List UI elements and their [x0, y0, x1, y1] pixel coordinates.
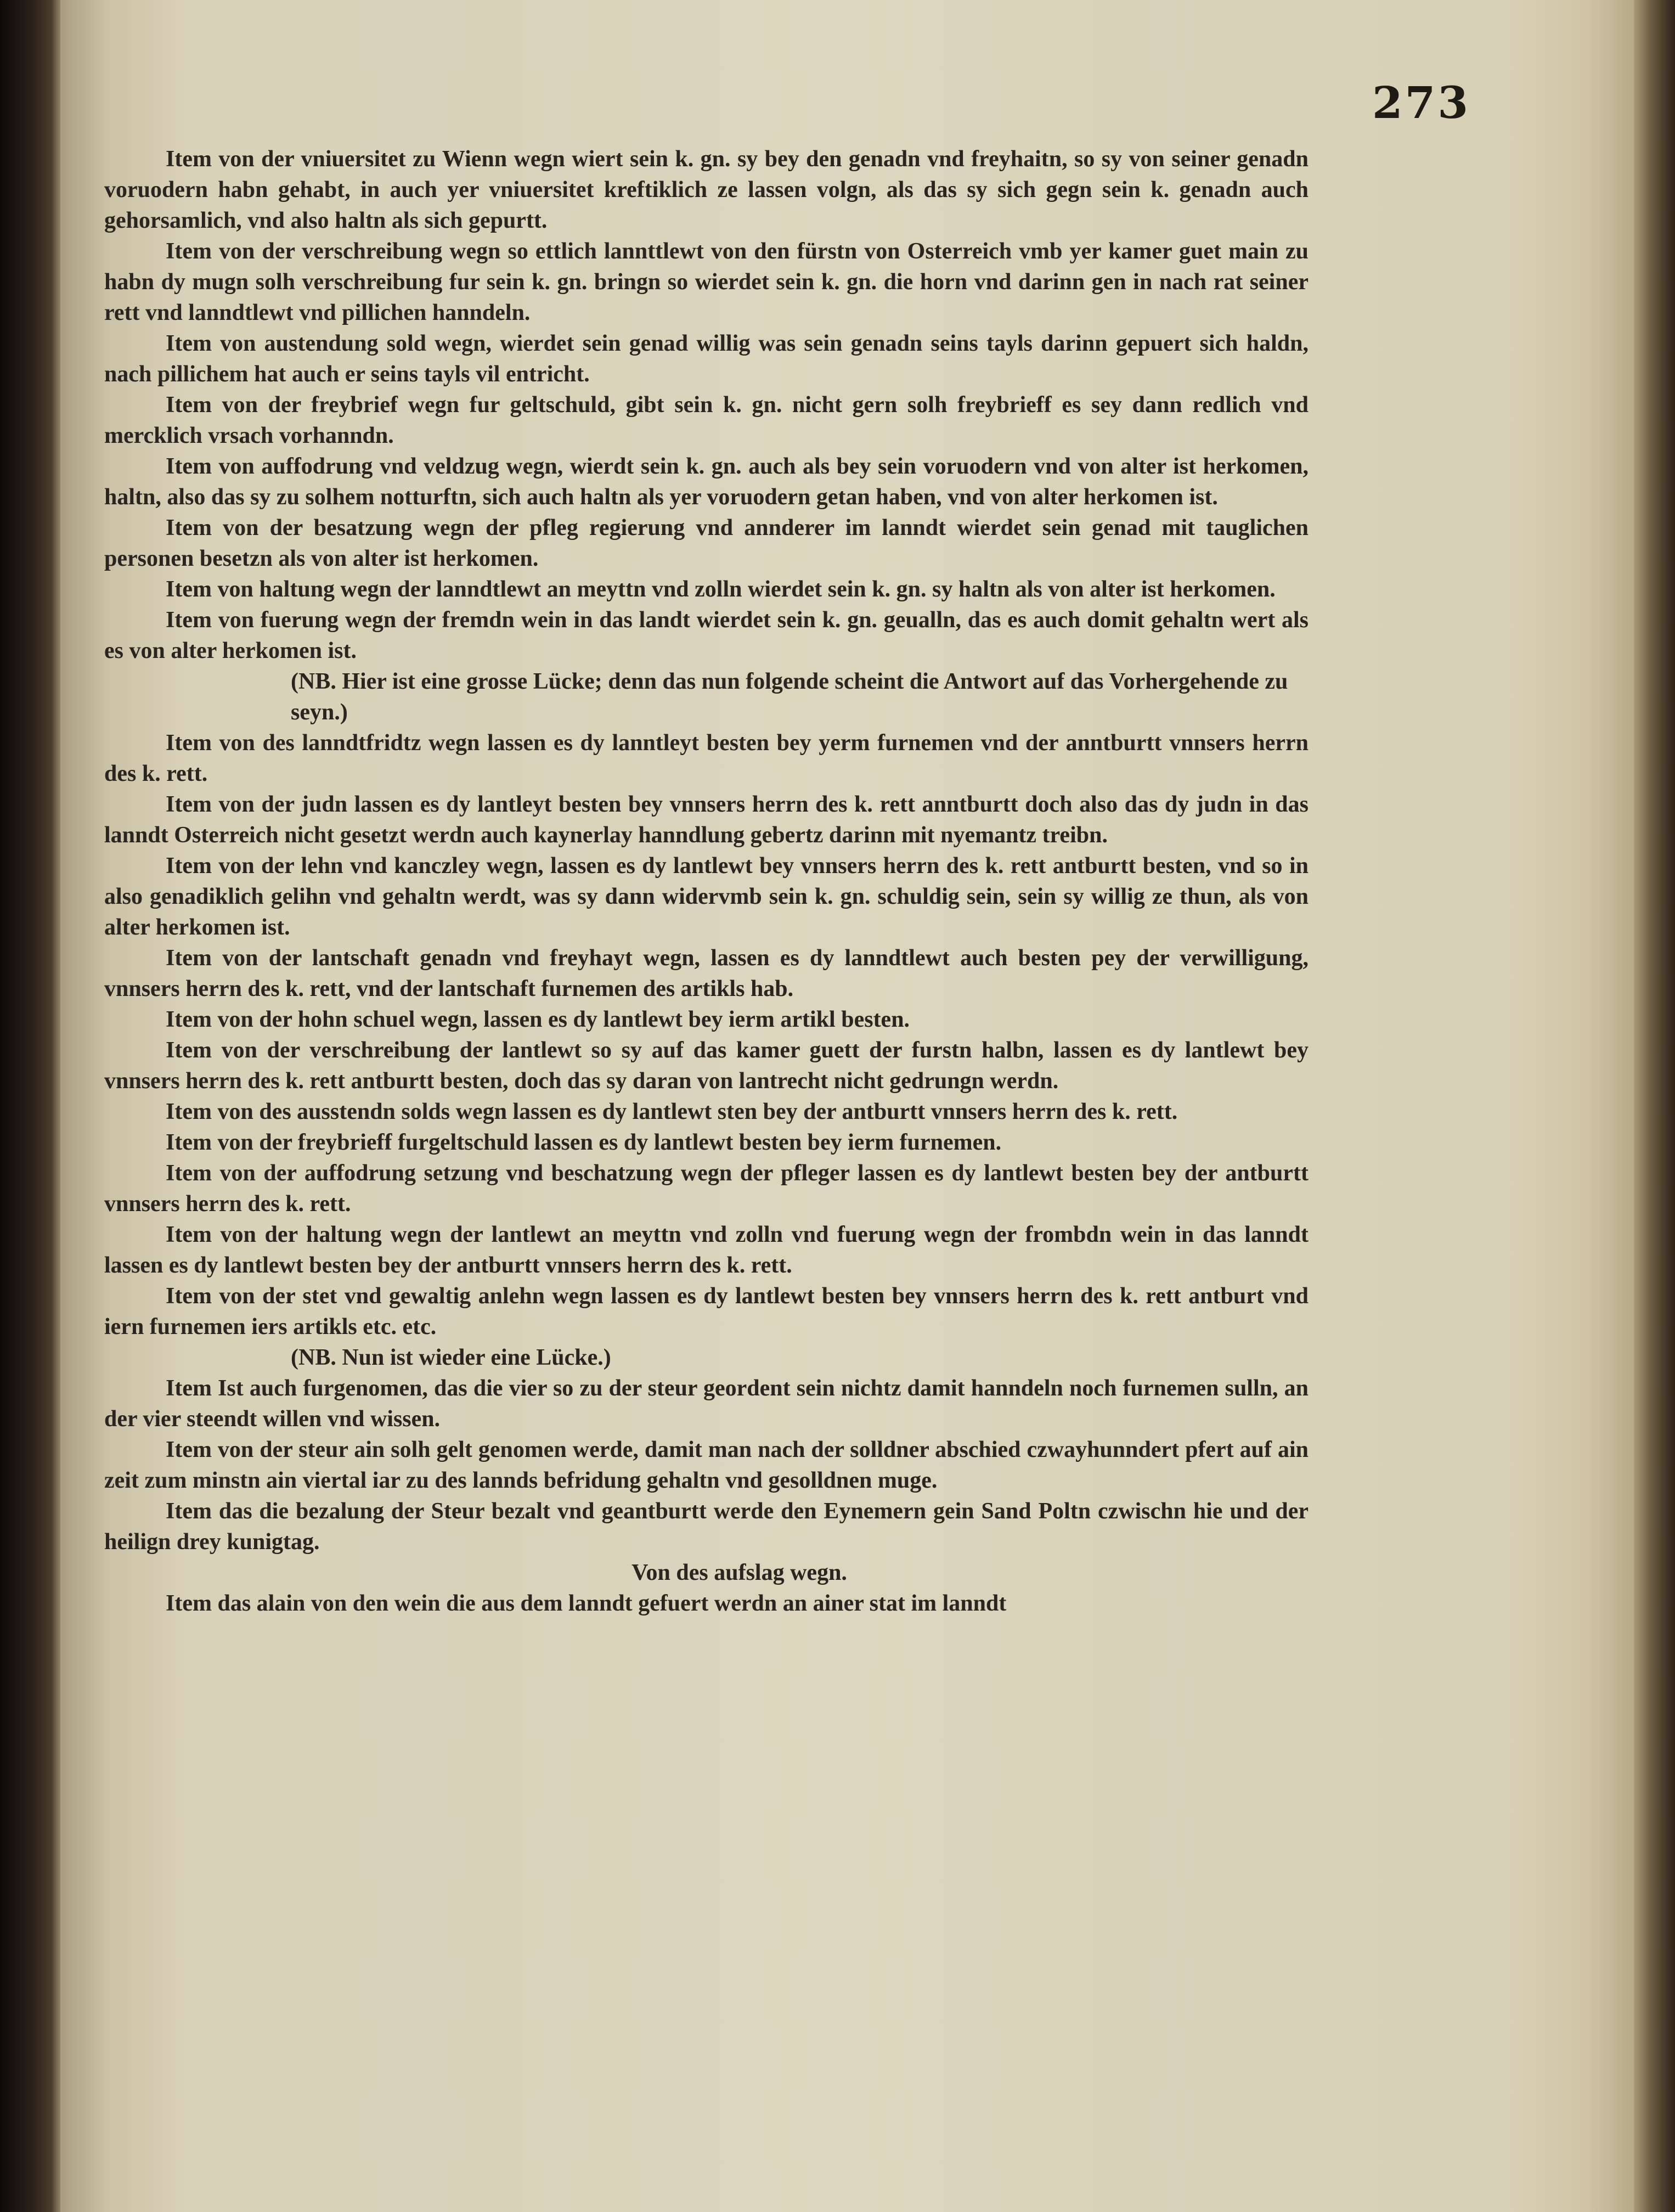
editorial-note: (NB. Nun ist wieder eine Lücke.): [291, 1345, 611, 1370]
paragraph: Item von der hohn schuel wegn, lassen es dy lantlewt bey ierm artikl besten.: [166, 1007, 910, 1032]
paragraph: Item von der judn lassen es dy lantleyt besten bey vnnsers herrn des k. rett anntburtt doch also das dy judn in das lanndt Osterreich nicht gesetzt werdn auch kaynerlay hanndlung gebertz darinn mit nyemantz treibn.: [104, 792, 1309, 848]
paragraph: Item von der haltung wegn der lantlewt an meyttn vnd zolln vnd fuerung wegn der frombdn wein in das lanndt lassen es dy lantlewt besten bey der antburtt vnnsers herrn des k. rett.: [104, 1222, 1309, 1278]
paragraph: Item von der verschreibung der lantlewt so sy auf das kamer guett der furstn halbn, lassen es dy lantlewt bey vnnsers herrn des k. rett antburtt besten, doch das sy daran von lantrecht nicht gedrungn werdn.: [104, 1038, 1309, 1094]
paragraph: Item das die bezalung der Steur bezalt vnd geantburtt werde den Eynemern gein Sand Poltn czwischn hie und der heilign drey kunigtag.: [104, 1499, 1309, 1555]
book-binding-shadow: [0, 0, 60, 2212]
paragraph: Item von der freybrief wegn fur geltschuld, gibt sein k. gn. nicht gern solh freybrieff es sey dann redlich vnd mercklich vrsach vorhanndn.: [104, 392, 1309, 448]
paragraph: Item von der stet vnd gewaltig anlehn wegn lassen es dy lantlewt besten bey vnnsers herrn des k. rett antburt vnd iern furnemen iers artikls etc. etc.: [104, 1284, 1309, 1339]
section-heading: Von des aufslag wegn.: [631, 1560, 847, 1585]
paragraph: Item von austendung sold wegn, wierdet sein genad willig was sein genadn seins tayls darinn gepuert sich haldn, nach pillichem hat auch er seins tayls vil entricht.: [104, 331, 1309, 387]
editorial-note: (NB. Hier ist eine grosse Lücke; denn das nun folgende scheint die Antwort auf das Vorhergehende zu seyn.): [291, 669, 1288, 725]
paragraph: Item von der lehn vnd kanczley wegn, lassen es dy lantlewt bey vnnsers herrn des k. rett antburtt besten, vnd so in also genadiklich gelihn vnd gehaltn werdt, was sy dann widervmb sein k. gn. schuldig sein, sein sy willig ze thun, als von alter herkomen ist.: [104, 853, 1309, 940]
paragraph: Item von der lantschaft genadn vnd freyhayt wegn, lassen es dy lanndtlewt auch besten pey der verwilligung, vnnsers herrn des k. rett, vnd der lantschaft furnemen des artikls hab.: [104, 945, 1309, 1001]
paragraph: Item von der steur ain solh gelt genomen werde, damit man nach der solldner abschied czwayhunndert pfert auf ain zeit zum minstn ain viertal iar zu des lannds befridung gehaltn vnd gesolldnen muge.: [104, 1437, 1309, 1493]
paragraph: Item Ist auch furgenomen, das die vier so zu der steur geordent sein nichtz damit hanndeln noch furnemen sulln, an der vier steendt willen vnd wissen.: [104, 1376, 1309, 1432]
paragraph: Item von haltung wegn der lanndtlewt an meyttn vnd zolln wierdet sein k. gn. sy haltn als von alter ist herkomen.: [166, 577, 1276, 602]
paragraph: Item von fuerung wegn der fremdn wein in das landt wierdet sein k. gn. geualln, das es auch domit gehaltn wert als es von alter herkomen ist.: [104, 607, 1309, 663]
paragraph: Item von des ausstendn solds wegn lassen es dy lantlewt sten bey der antburtt vnnsers herrn des k. rett.: [166, 1099, 1178, 1124]
page-edge-shadow: [1634, 0, 1675, 2212]
page-number: 273: [1372, 77, 1470, 128]
paragraph: Item von der freybrieff furgeltschuld lassen es dy lantlewt besten bey ierm furnemen.: [166, 1130, 1002, 1155]
paragraph: Item von der vniuersitet zu Wienn wegn wiert sein k. gn. sy bey den genadn vnd freyhaitn, so sy von seiner genadn voruodern habn gehabt, in auch yer vniuersitet kreftiklich ze lassen volgn, als das sy sich gegn sein k. genadn auch gehorsamlich, vnd also haltn als sich gepurtt.: [104, 147, 1309, 233]
paragraph: Item von der auffodrung setzung vnd beschatzung wegn der pfleger lassen es dy lantlewt besten bey der antburtt vnnsers herrn des k. rett.: [104, 1161, 1309, 1217]
paragraph: Item von der verschreibung wegn so ettlich lannttlewt von den fürstn von Osterreich vmb yer kamer guet main zu habn dy mugn solh verschreibung fur sein k. gn. bringn so wierdet sein k. gn. die horn vnd darinn gen in nach rat seiner rett vnd lanndtlewt vnd pillichen hanndeln.: [104, 239, 1309, 325]
paragraph: Item das alain von den wein die aus dem lanndt gefuert werdn an ainer stat im lanndt: [166, 1591, 1007, 1616]
page-body: [104, 144, 1309, 1619]
paragraph: Item von auffodrung vnd veldzug wegn, wierdt sein k. gn. auch als bey sein voruodern vnd von alter ist herkomen, haltn, also das sy zu solhem notturftn, sich auch haltn als yer voruodern getan haben, vnd von alter herkomen ist.: [104, 454, 1309, 510]
paragraph: Item von des lanndtfridtz wegn lassen es dy lanntleyt besten bey yerm furnemen vnd der anntburtt vnnsers herrn des k. rett.: [104, 730, 1309, 786]
paragraph: Item von der besatzung wegn der pfleg regierung vnd annderer im lanndt wierdet sein genad mit tauglichen personen besetzn als von alter ist herkomen.: [104, 515, 1309, 571]
